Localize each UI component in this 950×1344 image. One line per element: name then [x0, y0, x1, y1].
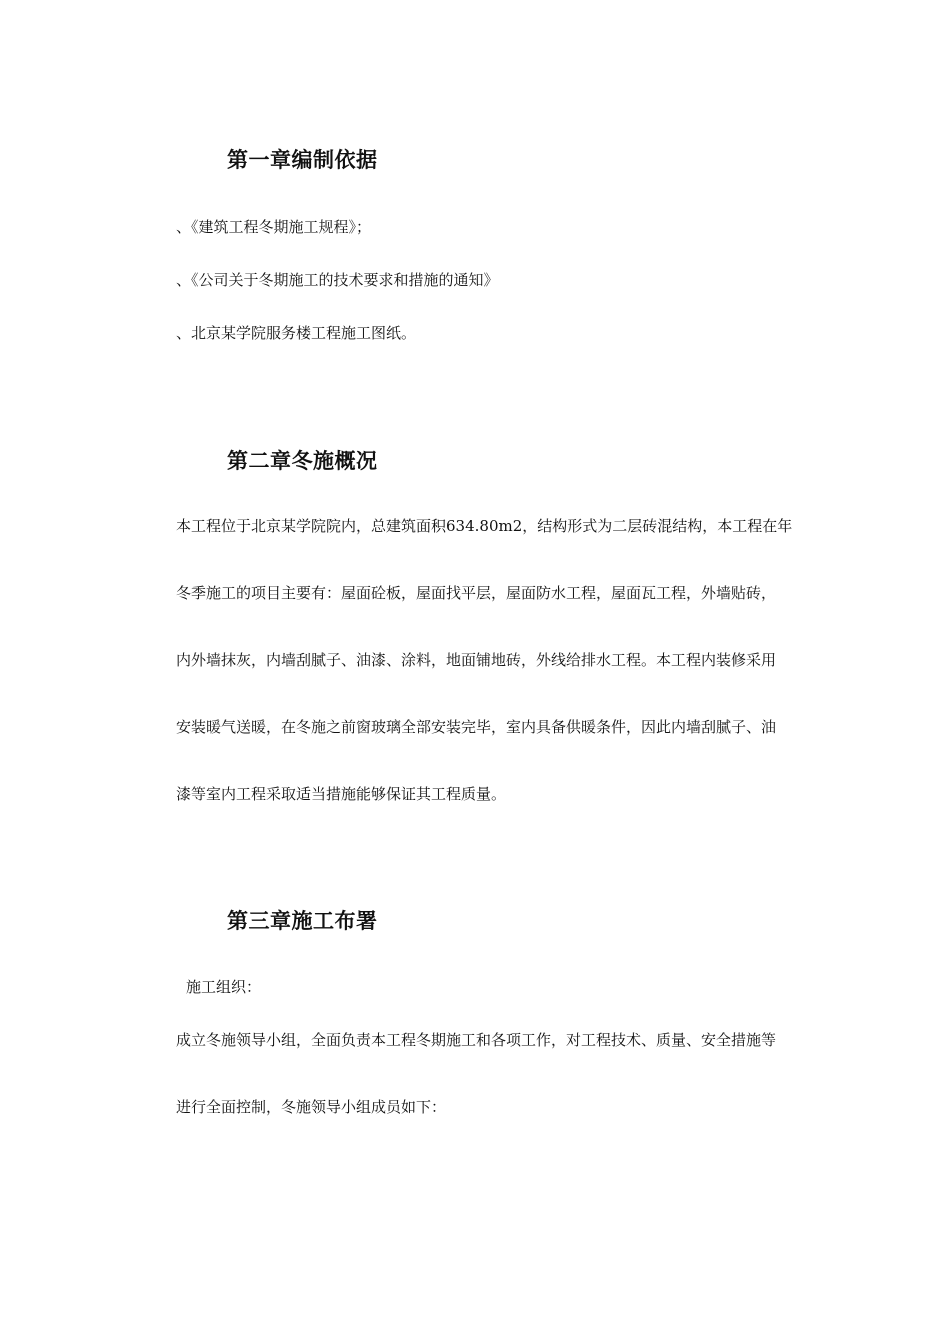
reference-item-3: 、北京某学院服务楼工程施工图纸。 — [176, 324, 417, 342]
paragraph-line: 本工程位于北京某学院院内，总建筑面积634.80m2，结构形式为二层砖混结构，本工程在年 — [176, 517, 793, 535]
section-subheading: 施工组织： — [186, 978, 262, 996]
chapter-2-heading: 第二章冬施概况 — [227, 449, 378, 473]
chapter-3-heading: 第三章施工布署 — [227, 909, 378, 933]
paragraph-line: 进行全面控制，冬施领导小组成员如下： — [176, 1098, 447, 1116]
paragraph-line: 内外墙抹灰，内墙刮腻子、油漆、涂料，地面铺地砖，外线给排水工程。本工程内装修采用 — [176, 651, 777, 669]
reference-item-2: 、《公司关于冬期施工的技术要求和措施的通知》 — [176, 271, 499, 289]
chapter-1-heading: 第一章编制依据 — [227, 148, 378, 172]
paragraph-line: 成立冬施领导小组，全面负责本工程冬期施工和各项工作，对工程技术、质量、安全措施等 — [176, 1031, 777, 1049]
reference-item-1: 、《建筑工程冬期施工规程》； — [176, 218, 372, 236]
paragraph-line: 冬季施工的项目主要有：屋面砼板，屋面找平层，屋面防水工程，屋面瓦工程，外墙贴砖， — [176, 584, 777, 602]
paragraph-line: 漆等室内工程采取适当措施能够保证其工程质量。 — [176, 785, 507, 803]
paragraph-line: 安装暖气送暖，在冬施之前窗玻璃全部安装完毕，室内具备供暖条件，因此内墙刮腻子、油 — [176, 718, 777, 736]
